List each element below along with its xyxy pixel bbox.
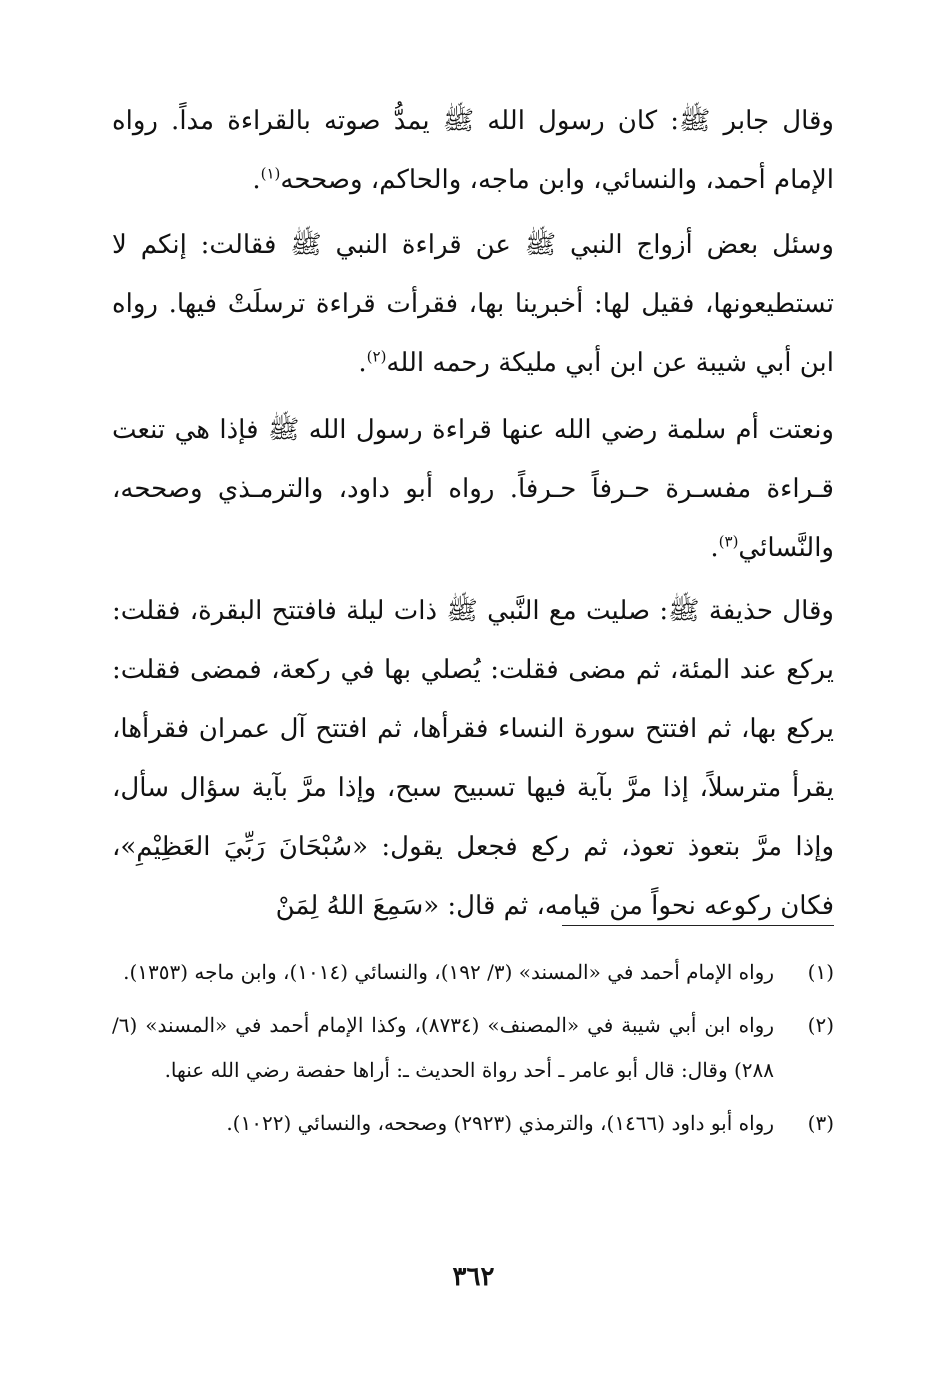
footnote-reference[interactable]: (١) xyxy=(260,164,281,183)
paragraph-text: وقال جابر ﷺ: كان رسول الله ﷺ يمدُّ صوته بالقراءة مداً. رواه الإمام أحمد، والنسائي، وابن ماجه، والحاكم، وصححه xyxy=(112,106,834,195)
footnote-item xyxy=(112,1101,834,1146)
main-text xyxy=(112,92,834,936)
paragraph-text: وقال حذيفة ﷺ: صليت مع النَّبي ﷺ ذات ليلة فافتتح البقرة، فقلت: يركع عند المئة، ثم مضى فقلت: يُصلي بها في ركعة، فمضى فقلت: يركع بها، ثم افتتح سورة النساء فقرأها، ثم افتتح آل عمران فقرأها، يقرأ مترسلاً، إذا مرَّ بآية فيها تسبيح سبح، وإذا مرَّ بآية سؤال سأل، وإذا مرَّ بتعوذ تعوذ، ثم ركع فجعل يقول: «سُبْحَانَ رَبِّيَ العَظِيْمِ»، فكان ركوعه نحواً من قيامه، ثم قال: «سَمِعَ اللهُ لِمَنْ xyxy=(112,596,835,921)
paragraph xyxy=(112,401,834,578)
paragraph xyxy=(112,216,834,393)
page-body xyxy=(112,92,834,936)
footnote-item xyxy=(112,1003,834,1093)
footnote-text: رواه الإمام أحمد في «المسند» (٣/ ١٩٢)، والنسائي (١٠١٤)، وابن ماجه (١٣٥٣). xyxy=(123,960,774,984)
paragraph-text: ونعتت أم سلمة رضي الله عنها قراءة رسول الله ﷺ فإذا هي تنعت قـراءة مفسـرة حـرفاً حـرفاً. رواه أبو داود، والترمـذي وصححه، والنَّسائي xyxy=(112,415,834,563)
paragraph-end: . xyxy=(710,533,719,563)
paragraph xyxy=(112,582,834,936)
paragraph-text: وسئل بعض أزواج النبي ﷺ عن قراءة النبي ﷺ فقالت: إنكم لا تستطيعونها، فقيل لها: أخبرينا بها، فقرأت قراءة ترسلَتْ فيها. رواه ابن أبي شيبة عن ابن أبي مليكة رحمه الله xyxy=(112,230,834,378)
paragraph-end: . xyxy=(252,165,261,195)
footnote-text: رواه أبو داود (١٤٦٦)، والترمذي (٢٩٢٣) وصححه، والنسائي (١٠٢٢). xyxy=(226,1111,774,1135)
footnote-divider xyxy=(562,925,834,926)
footnote-reference[interactable]: (٢) xyxy=(366,347,387,366)
page-number: ٣٦٢ xyxy=(452,1262,495,1292)
footnote-number: (٢) xyxy=(807,1013,834,1037)
footnote-text: رواه ابن أبي شيبة في «المصنف» (٨٧٣٤)، وكذا الإمام أحمد في «المسند» (٦/ ٢٨٨) وقال: قال أبو عامر ـ أحد رواة الحديث ـ: أراها حفصة رضي الله عنها. xyxy=(112,1013,774,1082)
footnotes xyxy=(112,950,834,1154)
footnote-number: (٣) xyxy=(807,1111,834,1135)
paragraph xyxy=(112,92,834,210)
footnote-number: (١) xyxy=(807,960,834,984)
footnote-reference[interactable]: (٣) xyxy=(718,532,739,551)
footnote-item xyxy=(112,950,834,995)
paragraph-end: . xyxy=(358,348,367,378)
